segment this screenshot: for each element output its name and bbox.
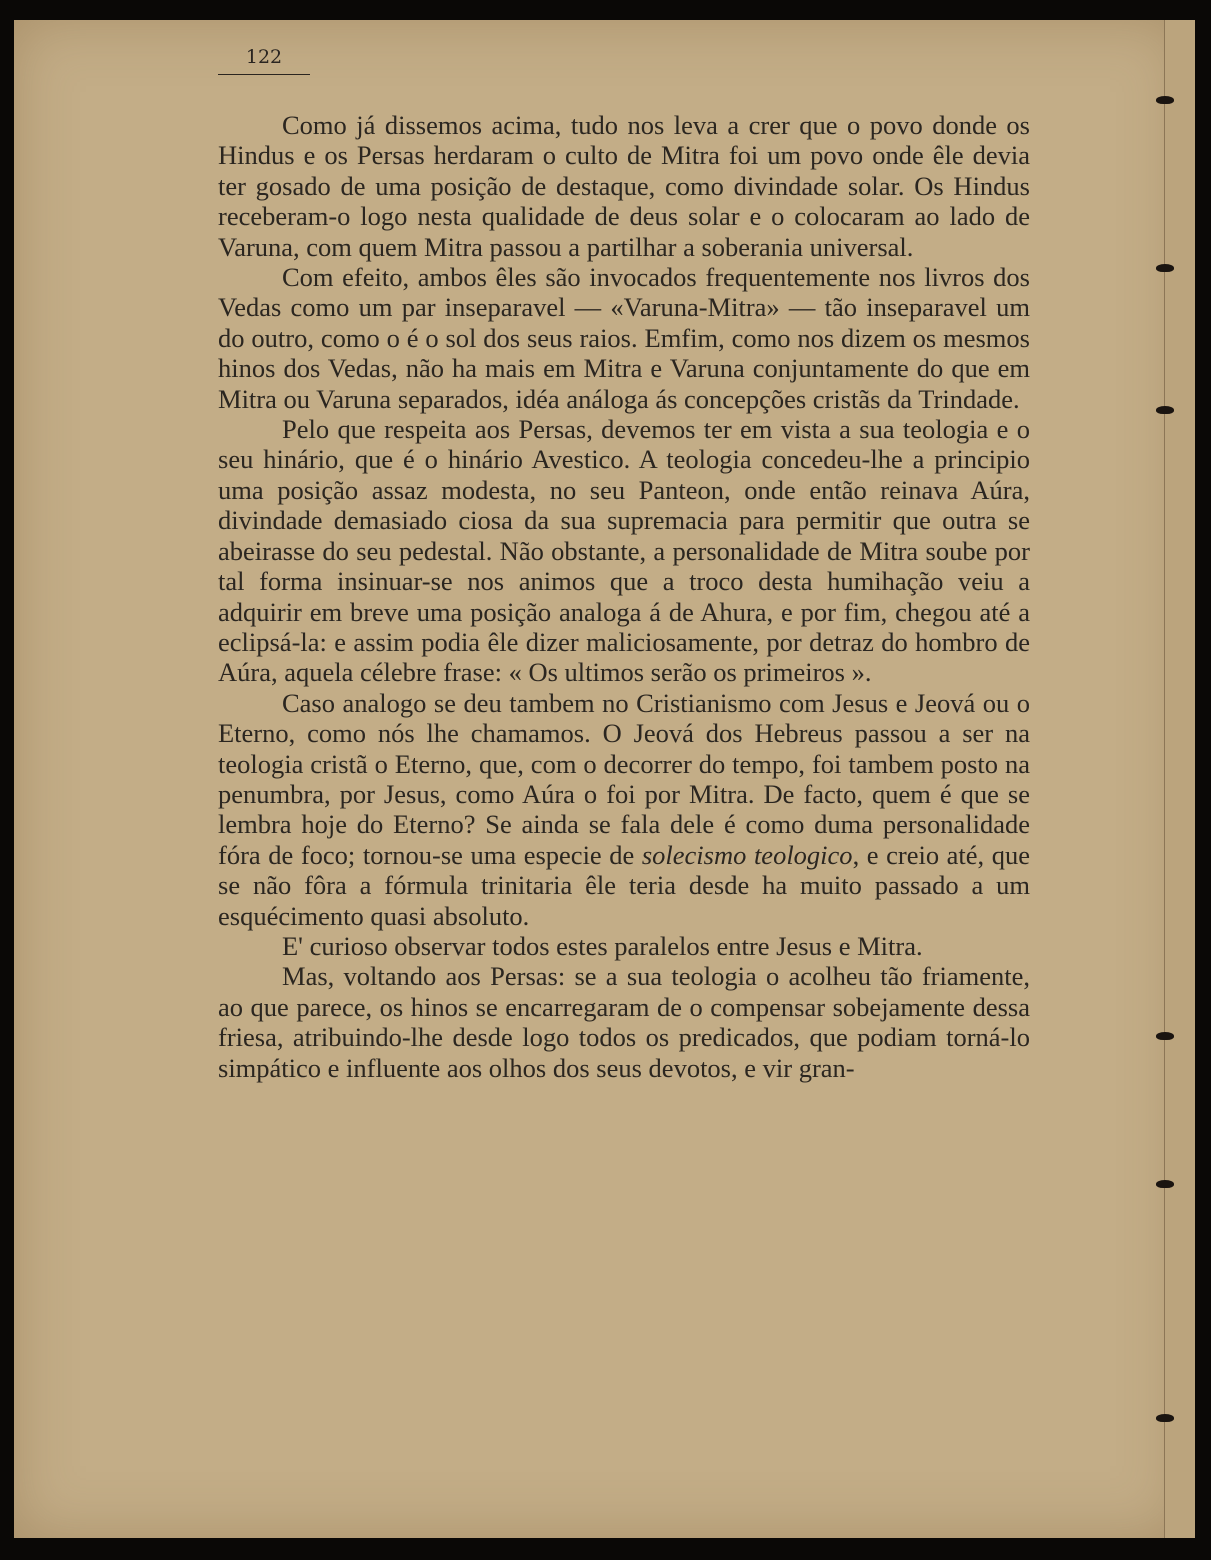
paragraph: Com efeito, ambos êles são invocados frequentemente nos livros dos Vedas como um par inseparavel — «Varuna-Mitra» — tão inseparavel um do outro, como o é o sol dos seus raios. Emfim, como nos dizem os mesmos hinos dos Vedas, não ha mais em Mitra e Varuna conjuntamente do que em Mitra ou Varuna separados, idéa análoga ás concepções cristãs da Trindade. [218,262,1030,414]
staple-mark [1156,1414,1174,1422]
binding-margin [1164,20,1195,1538]
paragraph: Mas, voltando aos Persas: se a sua teologia o acolheu tão friamente, ao que parece, os hinos se encarregaram de o compensar sobejamente dessa friesa, atribuindo-lhe desde logo todos os predicados, que podiam torná-lo simpático e influente aos olhos dos seus devotos, e vir gran- [218,961,1030,1083]
paragraph-text: Caso analogo se deu tambem no Cristianismo com Jesus e Jeová ou o Eterno, como nós lhe chamamos. O Jeová dos Hebreus passou a ser na teologia cristã o Eterno, que, com o decorrer do tempo, foi tambem posto na penumbra, por Jesus, como Aúra o foi por Mitra. De facto, quem é que se lembra hoje do Eterno? Se ainda se fala dele é como duma personalidade fóra de foco; tornou-se uma especie de [218,687,1030,870]
page-number: 122 [218,46,310,75]
staple-mark [1156,1032,1174,1040]
paragraph [218,688,1030,931]
staple-mark [1156,96,1174,104]
paragraph: Como já dissemos acima, tudo nos leva a crer que o povo donde os Hindus e os Persas herdaram o culto de Mitra foi um povo onde êle devia ter gosado de uma posição de destaque, como divindade solar. Os Hindus receberam-o logo nesta qualidade de deus solar e o colocaram ao lado de Varuna, com quem Mitra passou a partilhar a soberania universal. [218,110,1030,262]
staple-mark [1156,264,1174,272]
paragraph: E' curioso observar todos estes paralelos entre Jesus e Mitra. [282,930,923,961]
staple-mark [1156,1180,1174,1188]
italic-phrase: solecismo teologico [641,839,853,870]
staple-mark [1156,406,1174,414]
paragraph: Pelo que respeita aos Persas, devemos ter em vista a sua teologia e o seu hinário, que é o hinário Avestico. A teologia concedeu-lhe a principio uma posição assaz modesta, no seu Panteon, onde então reinava Aúra, divindade demasiado ciosa da sua supremacia para permitir que outra se abeirasse do seu pedestal. Não obstante, a personalidade de Mitra soube por tal forma insinuar-se nos animos que a troco desta humihação veiu a adquirir em breve uma posição analoga á de Ahura, e por fim, chegou até a eclipsá-la: e assim podia êle dizer maliciosamente, por detraz do hombro de Aúra, aquela célebre frase: « Os ultimos serão os primeiros ». [218,414,1030,688]
paragraph-text: , e creio até, que se não fôra a fórmula trinitaria êle teria desde ha muito passado a um esquécimento quasi absoluto. [218,839,1030,931]
body-text [218,110,1030,1083]
